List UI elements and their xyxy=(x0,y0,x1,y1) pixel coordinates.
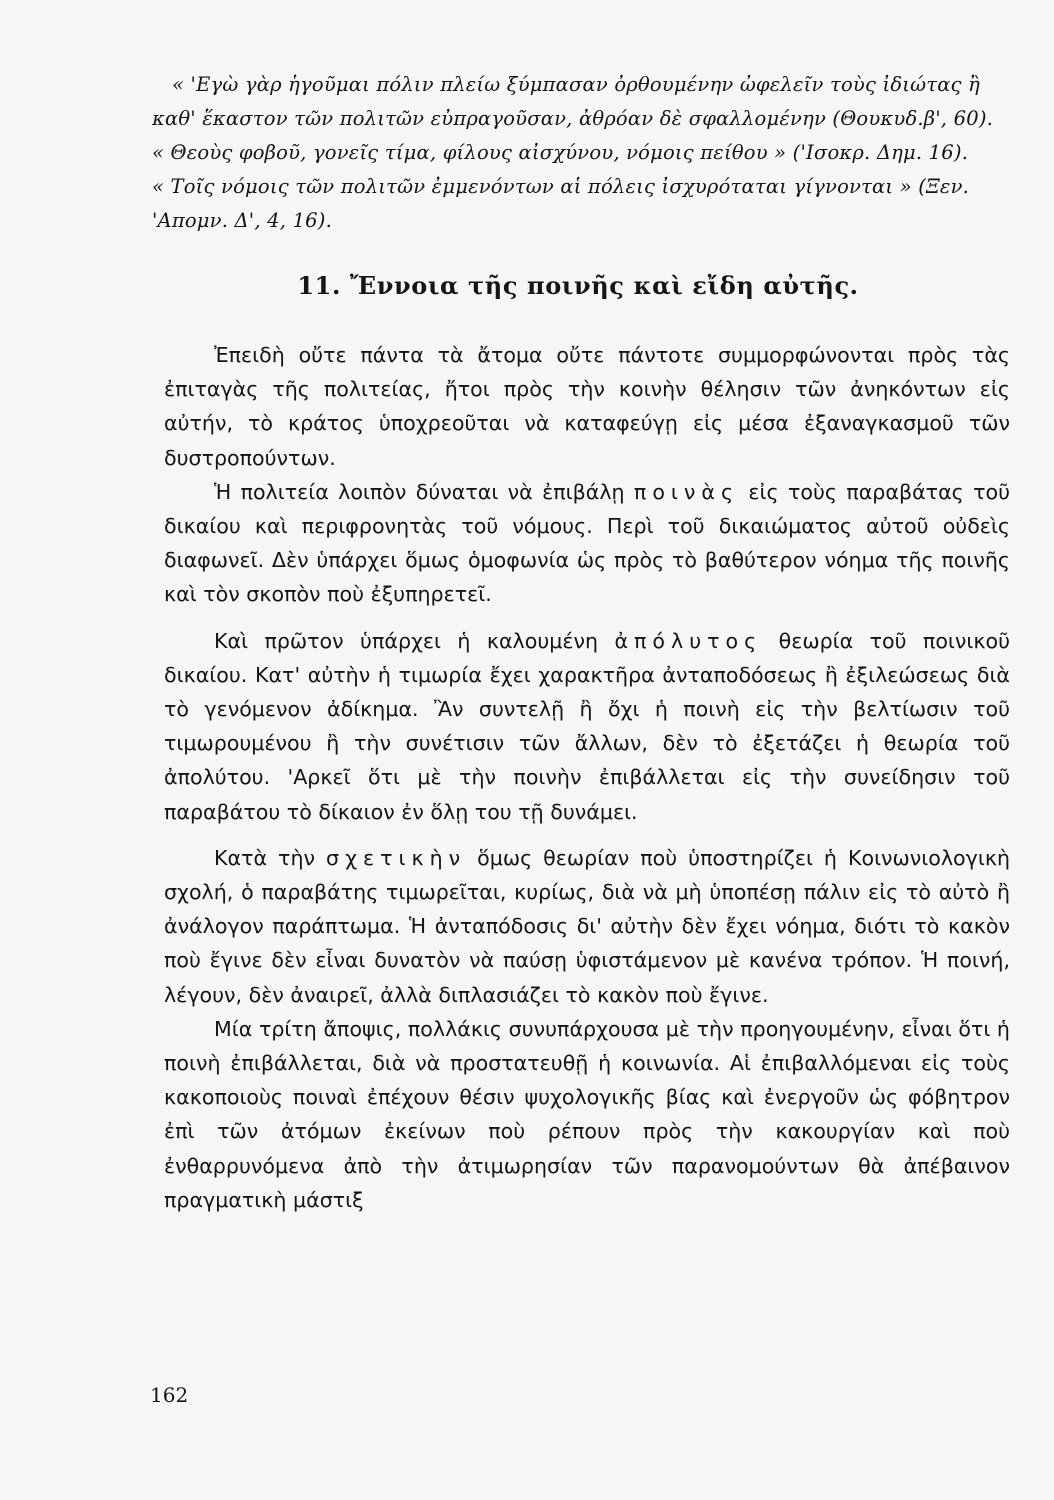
emphasis-poinas: ποινὰς xyxy=(633,479,740,504)
paragraph-4 xyxy=(164,841,1010,1012)
paragraph-2 xyxy=(164,475,1010,612)
quote-xenophon: « Τοῖς νόμοις τῶν πολιτῶν ἐμμενόντων αἱ πόλεις ἰσχυρόταται γίγνονται » (Ξεν. 'Απομν. Δ', 4, 16). xyxy=(152,175,970,232)
paragraph-5: Μία τρίτη ἄποψις, πολλάκις συνυπάρχουσα μὲ τὴν προηγουμένην, εἶναι ὅτι ἡ ποινὴ ἐπιβάλλεται, διὰ νὰ προστατευθῇ ἡ κοινωνία. Αἱ ἐπιβαλλόμεναι εἰς τοὺς κακοποιοὺς ποιναὶ ἐπέχουν θέσιν ψυχολογικῆς βίας καὶ ἐνεργοῦν ὡς φόβητρον ἐπὶ τῶν ἀτόμων ἐκείνων ποὺ ρέπουν πρὸς τὴν κακουργίαν καὶ ποὺ ἐνθαρρυνόμενα ἀπὸ τὴν ἀτιμωρησίαν τῶν παρανομούντων θὰ ἀπέβαινον πραγματικὴ μάστιξ xyxy=(164,1016,1010,1212)
quotations-block xyxy=(152,68,1004,238)
main-text xyxy=(164,338,1010,1217)
paragraph-4-start: Κατὰ τὴν xyxy=(214,845,316,870)
paragraph-2-start: Ἡ πολιτεία λοιπὸν δύναται νὰ ἐπιβάλῃ xyxy=(214,479,625,504)
paragraph-4-end: ὅμως θεωρίαν ποὺ ὑποστηρίζει ἡ Κοινωνιολογικὴ σχολή, ὁ παραβάτης τιμωρεῖται, κυρίως, διὰ νὰ μὴ ὑποπέσῃ πάλιν εἰς τὸ αὐτὸ ἢ ἀνάλογον παράπτωμα. Ἡ ἀνταπόδοσις δι' αὐτὴν δὲν ἔχει νόημα, διότι τὸ κακὸν ποὺ ἔγινε δὲν εἶναι δυνατὸν νὰ παύσῃ ὑφιστάμενον μὲ κανένα τρόπον. Ἡ ποινή, λέγουν, δὲν ἀναιρεῖ, ἀλλὰ διπλασιάζει τὸ κακὸν ποὺ ἔγινε. xyxy=(164,845,1011,1007)
quote-isocrates: « Θεοὺς φοβοῦ, γονεῖς τίμα, φίλους αἰσχύνου, νόμοις πείθου » ('Ισοκρ. Δημ. 16). xyxy=(152,141,969,164)
emphasis-apolytos: ἀπόλυτος xyxy=(614,628,763,653)
page-number: 162 xyxy=(150,1383,189,1407)
paragraph-3-start: Καὶ πρῶτον ὑπάρχει ἡ καλουμένη xyxy=(214,628,599,653)
paragraph-1: Ἐπειδὴ οὔτε πάντα τὰ ἄτομα οὔτε πάντοτε συμμορφώνονται πρὸς τὰς ἐπιταγὰς τῆς πολιτείας, ἤτοι πρὸς τὴν κοινὴν θέλησιν τῶν ἀνηκόντων εἰς αὐτήν, τὸ κράτος ὑποχρεοῦται νὰ καταφεύγῃ εἰς μέσα ἐξαναγκασμοῦ τῶν δυστροπούντων. xyxy=(164,343,1010,470)
emphasis-schetikin: σχετικὴν xyxy=(326,845,467,870)
paragraph-3 xyxy=(164,624,1010,829)
paragraph-2-end: εἰς τοὺς παραβάτας τοῦ δικαίου καὶ περιφρονητὰς τοῦ νόμους. Περὶ τοῦ δικαιώματος αὐτοῦ οὐδεὶς διαφωνεῖ. Δὲν ὑπάρχει ὅμως ὁμοφωνία ὡς πρὸς τὸ βαθύτερον νόημα τῆς ποινῆς καὶ τὸν σκοπὸν ποὺ ἐξυπηρετεῖ. xyxy=(164,479,1010,607)
section-heading: 11. Ἔννοια τῆς ποινῆς καὶ εἴδη αὐτῆς. xyxy=(297,271,859,300)
paragraph-3-end: θεωρία τοῦ ποινικοῦ δικαίου. Κατ' αὐτὴν ἡ τιμωρία ἔχει χαρακτῆρα ἀνταποδόσεως ἢ ἐξιλεώσεως διὰ τὸ γενόμενον ἀδίκημα. Ἂν συντελῇ ἢ ὄχι ἡ ποινὴ εἰς τὴν βελτίωσιν τοῦ τιμωρουμένου ἢ τὴν συνέτισιν τῶν ἄλλων, δὲν τὸ ἐξετάζει ἡ θεωρία τοῦ ἀπολύτου. 'Αρκεῖ ὅτι μὲ τὴν ποινὴν ἐπιβάλλεται εἰς τὴν συνείδησιν τοῦ παραβάτου τὸ δίκαιον ἐν ὅλῃ του τῇ δυνάμει. xyxy=(164,628,1011,824)
quote-thucydides: « 'Εγὼ γὰρ ἡγοῦμαι πόλιν πλείω ξύμπασαν ὀρθουμένην ὠφελεῖν τοὺς ἰδιώτας ἢ καθ' ἕκαστον τῶν πολιτῶν εὐπραγοῦσαν, ἀθρόαν δὲ σφαλλομένην (Θουκυδ.β', 60). xyxy=(152,73,994,130)
